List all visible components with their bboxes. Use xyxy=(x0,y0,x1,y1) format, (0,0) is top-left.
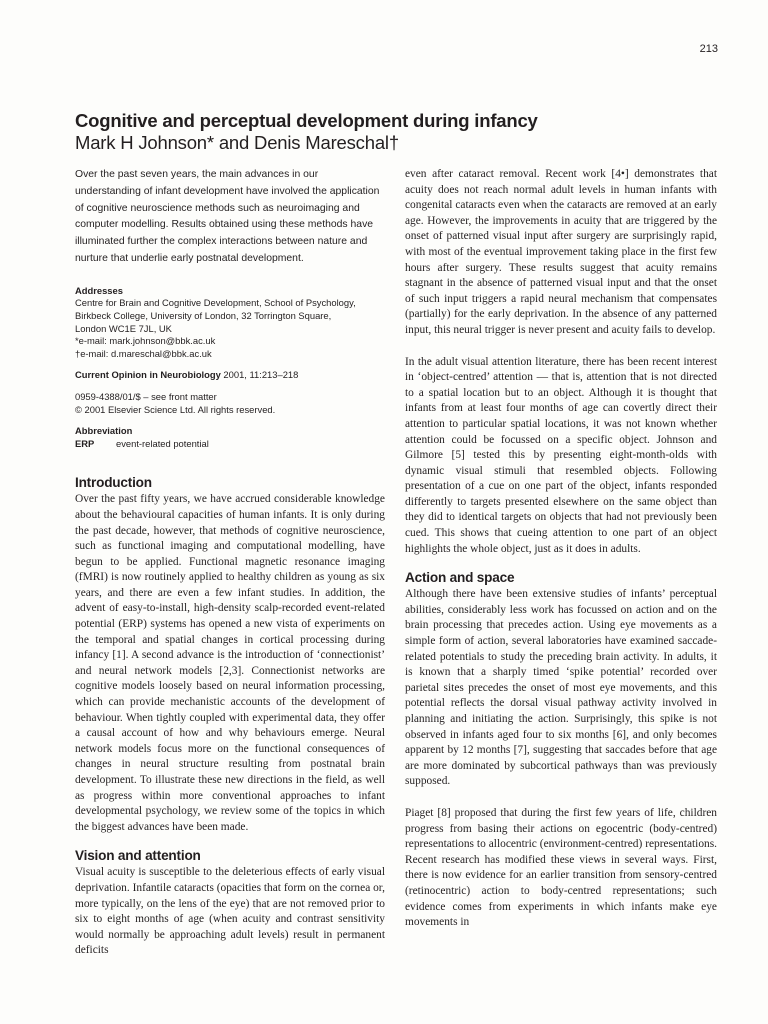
citation-line xyxy=(75,369,385,382)
left-column xyxy=(75,167,385,959)
address-line: Centre for Brain and Cognitive Development, School of Psychology, xyxy=(75,297,356,309)
page-number: 213 xyxy=(699,43,718,55)
action-text: Although there have been extensive studies of infants’ perceptual abilities, considerably less work has focussed on action and on the brain processing that precedes action. Using eye movements as a simple form of action, several laboratories have examined saccade-related potentials to study the preceding brain activity. In adults, it is known that a sharply timed ‘spike potential’ recorded over parietal sites precedes the onset of most eye movements, and this potential reflects the dorsal visual pathway activity involved in planning and initiating the action. Surprisingly, this spike is not observed in infants aged four to six months [6], and only becomes apparent by 12 months [7], suggesting that saccades before that age are more dominated by subcortical pathways than was previously supposed. xyxy=(405,588,717,788)
abbreviation-definition: event-related potential xyxy=(116,437,209,449)
email-line: *e-mail: mark.johnson@bbk.ac.uk xyxy=(75,335,216,347)
right-column xyxy=(405,167,717,931)
copyright-block xyxy=(75,391,385,416)
addresses-heading: Addresses xyxy=(75,284,123,296)
vision-text: Visual acuity is susceptible to the deleterious effects of early visual deprivation. Infantile cataracts (opacities that form on the cornea or, more typically, on the lens of the eye) that are not removed prior to six to eight months of age (when acuity and contrast sensitivity would normally be approaching adult levels) result in permanent deficits xyxy=(75,866,385,957)
issn-line: 0959-4388/01/$ – see front matter xyxy=(75,390,217,402)
abbreviation-block xyxy=(75,425,385,450)
introduction-heading: Introduction xyxy=(75,475,152,491)
abbreviation-term: ERP xyxy=(75,437,95,449)
address-line: London WC1E 7JL, UK xyxy=(75,322,172,334)
introduction-text: Over the past fifty years, we have accrued considerable knowledge about the behavioural capacities of human infants. It is only during the past decade, however, that methods of cognitive neuroscience, such as functional imaging and computational modelling, have begun to be applied. Functional magnetic resonance imaging (fMRI) is now routinely applied to healthy children as young as six years, and there are even a few infant studies. In addition, the advent of easy-to-install, high-density scalp-recorded event-related potential (ERP) systems has opened a new vista of experiments on the temporal and spatial changes in cortical processing during infancy [1]. A second advance is the introduction of ‘connectionist’ and neural network models [2,3]. Connectionist networks are cognitive models loosely based on neural information processing, which can provide mechanistic accounts of the development of behaviour. When tightly coupled with experimental data, they offer a causal account of how and why behaviours emerge. Neural network models focus more on the functional consequences of changes in neural structure resulting from postnatal brain development. To illustrate these new directions in the field, as well as progress within more conventional approaches to infant developmental psychology, we review some of the topics in which the biggest advances have been made. xyxy=(75,493,385,833)
object-attention-text: In the adult visual attention literature, there has been recent interest in ‘object-centred’ attention — that is, attention that is not directed to a spatial location but to an object. Although it is thought that infants from at least four months of age can covertly direct their attention to particular spatial locations, it was not known whether attention could be focussed on a specific object. Johnson and Gilmore [5] tested this by presenting eight-month-olds with dynamic visual stimuli that resembled objects. Following presentation of a cue on one part of the object, infants responded differently to targets presented elsewhere on the same object than they did to identical targets on objects that had not previously been cued. This shows that cueing attention to one part of an object highlights the whole object, just as it does in adults. xyxy=(405,355,717,555)
addresses-block xyxy=(75,285,385,361)
email-line: †e-mail: d.mareschal@bbk.ac.uk xyxy=(75,347,212,359)
vision-heading: Vision and attention xyxy=(75,848,201,864)
journal-name: Current Opinion in Neurobiology xyxy=(75,369,221,381)
abstract: Over the past seven years, the main advances in our understanding of infant development have involved the application of cognitive neuroscience methods such as neuroimaging and computer modelling. Results obtained using these methods have illuminated further the complex interactions between nature and nurture that underlie early postnatal development. xyxy=(75,169,380,264)
address-line: Birkbeck College, University of London, 32 Torrington Square, xyxy=(75,309,332,321)
article-title: Cognitive and perceptual development during infancy xyxy=(75,110,538,131)
abbreviation-heading: Abbreviation xyxy=(75,425,133,437)
article-authors: Mark H Johnson* and Denis Mareschal† xyxy=(75,132,399,153)
article-header xyxy=(75,110,725,154)
copyright-line: © 2001 Elsevier Science Ltd. All rights reserved. xyxy=(75,403,276,415)
citation-details: 2001, 11:213–218 xyxy=(220,369,299,381)
action-heading: Action and space xyxy=(405,570,515,586)
piaget-text: Piaget [8] proposed that during the first few years of life, children progress from basing their actions on egocentric (body-centred) representations to allocentric (environment-centred) representations. Recent research has modified these views in several ways. First, there is now evidence for an earlier transition from sensory-centred (retinocentric) action to body-centred representations; such evidence comes from experiments in which infants make eye movements in xyxy=(405,806,717,929)
vision-text-continued: even after cataract removal. Recent work [4•] demonstrates that acuity does not reach normal adult levels in human infants with congenital cataracts even when the cataracts are removed at an early age. However, the improvements in acuity that are triggered by the onset of patterned visual input after surgery are surprisingly rapid, with most of the eventual improvement taking place in the first few hours after surgery. These results suggest that acuity remains stagnant in the absence of patterned visual input and that the onset of such input triggers a rapid neural mechanism that compensates (partially) for the early deprivation. In the absence of any patterned input, this neural trigger is never present and acuity fails to develop. xyxy=(405,168,717,336)
